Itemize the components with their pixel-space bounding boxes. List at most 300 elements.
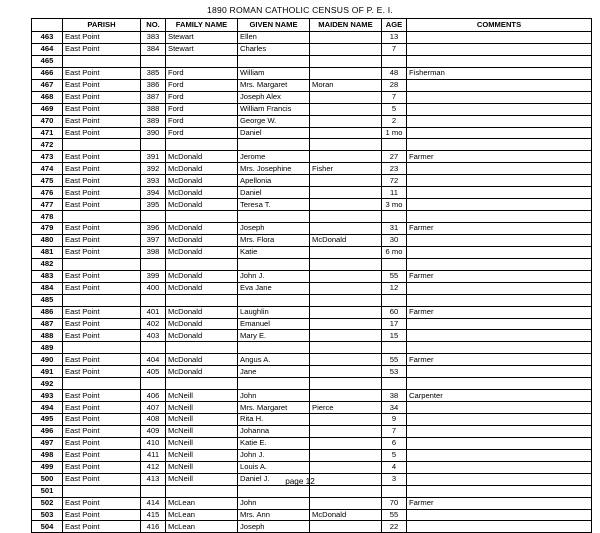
parish-cell: East Point	[63, 437, 141, 449]
maiden-name-cell	[310, 425, 382, 437]
parish-cell	[63, 294, 141, 306]
maiden-name-cell	[310, 366, 382, 378]
no-cell	[141, 258, 166, 270]
line-number-cell: 471	[32, 127, 63, 139]
table-row	[32, 223, 592, 235]
line-number-cell: 476	[32, 187, 63, 199]
comments-cell: Carpenter	[407, 390, 592, 402]
line-number-cell: 467	[32, 79, 63, 91]
line-number-cell: 502	[32, 497, 63, 509]
parish-cell: East Point	[63, 402, 141, 414]
comments-cell	[407, 115, 592, 127]
comments-cell	[407, 318, 592, 330]
line-number-cell: 470	[32, 115, 63, 127]
line-number-cell: 493	[32, 390, 63, 402]
maiden-name-cell	[310, 270, 382, 282]
parish-cell: East Point	[63, 67, 141, 79]
family-name-cell	[166, 139, 238, 151]
parish-cell: East Point	[63, 521, 141, 533]
family-name-cell: McDonald	[166, 175, 238, 187]
table-row	[32, 55, 592, 67]
comments-cell	[407, 485, 592, 497]
given-name-cell: Katie E.	[238, 437, 310, 449]
family-name-cell: McNeill	[166, 414, 238, 426]
given-name-cell: Ellen	[238, 32, 310, 44]
header-maiden-name: MAIDEN NAME	[310, 19, 382, 32]
no-cell: 401	[141, 306, 166, 318]
given-name-cell: Mrs. Ann	[238, 509, 310, 521]
comments-cell	[407, 187, 592, 199]
given-name-cell: William Francis	[238, 103, 310, 115]
age-cell: 5	[382, 449, 407, 461]
table-row	[32, 187, 592, 199]
given-name-cell: Joseph Alex	[238, 91, 310, 103]
given-name-cell	[238, 258, 310, 270]
table-row	[32, 91, 592, 103]
family-name-cell: McLean	[166, 521, 238, 533]
no-cell: 393	[141, 175, 166, 187]
given-name-cell	[238, 342, 310, 354]
age-cell: 5	[382, 103, 407, 115]
line-number-cell: 481	[32, 246, 63, 258]
given-name-cell: Daniel	[238, 127, 310, 139]
maiden-name-cell: Fisher	[310, 163, 382, 175]
maiden-name-cell: Pierce	[310, 402, 382, 414]
comments-cell	[407, 258, 592, 270]
comments-cell	[407, 234, 592, 246]
age-cell: 3	[382, 473, 407, 485]
line-number-cell: 497	[32, 437, 63, 449]
table-row	[32, 497, 592, 509]
given-name-cell: Emanuel	[238, 318, 310, 330]
comments-cell: Farmer	[407, 306, 592, 318]
parish-cell: East Point	[63, 425, 141, 437]
table-row	[32, 32, 592, 44]
family-name-cell: Ford	[166, 67, 238, 79]
maiden-name-cell	[310, 485, 382, 497]
given-name-cell: Rita H.	[238, 414, 310, 426]
parish-cell: East Point	[63, 151, 141, 163]
given-name-cell	[238, 55, 310, 67]
maiden-name-cell	[310, 139, 382, 151]
no-cell: 388	[141, 103, 166, 115]
age-cell: 55	[382, 509, 407, 521]
family-name-cell: McDonald	[166, 187, 238, 199]
age-cell: 55	[382, 270, 407, 282]
maiden-name-cell	[310, 127, 382, 139]
given-name-cell: Daniel	[238, 187, 310, 199]
age-cell	[382, 294, 407, 306]
comments-cell	[407, 366, 592, 378]
parish-cell: East Point	[63, 187, 141, 199]
comments-cell	[407, 163, 592, 175]
comments-cell	[407, 414, 592, 426]
parish-cell: East Point	[63, 473, 141, 485]
document-title: 1890 ROMAN CATHOLIC CENSUS OF P. E. I.	[207, 5, 393, 15]
no-cell	[141, 139, 166, 151]
parish-cell: East Point	[63, 330, 141, 342]
age-cell: 2	[382, 115, 407, 127]
parish-cell: East Point	[63, 449, 141, 461]
line-number-cell: 484	[32, 282, 63, 294]
given-name-cell: Jerome	[238, 151, 310, 163]
parish-cell: East Point	[63, 318, 141, 330]
line-number-cell: 468	[32, 91, 63, 103]
given-name-cell: Mrs. Flora	[238, 234, 310, 246]
family-name-cell: McNeill	[166, 390, 238, 402]
family-name-cell: McNeill	[166, 402, 238, 414]
no-cell: 384	[141, 43, 166, 55]
given-name-cell: John J.	[238, 449, 310, 461]
family-name-cell: McDonald	[166, 163, 238, 175]
no-cell: 409	[141, 425, 166, 437]
given-name-cell: Eva Jane	[238, 282, 310, 294]
comments-cell	[407, 461, 592, 473]
comments-cell	[407, 509, 592, 521]
family-name-cell: Ford	[166, 91, 238, 103]
given-name-cell: Mary E.	[238, 330, 310, 342]
line-number-cell: 473	[32, 151, 63, 163]
line-number-cell: 469	[32, 103, 63, 115]
family-name-cell: McNeill	[166, 449, 238, 461]
age-cell: 17	[382, 318, 407, 330]
table-row	[32, 414, 592, 426]
age-cell	[382, 55, 407, 67]
parish-cell: East Point	[63, 103, 141, 115]
line-number-cell: 496	[32, 425, 63, 437]
parish-cell: East Point	[63, 282, 141, 294]
maiden-name-cell: Moran	[310, 79, 382, 91]
given-name-cell: Laughlin	[238, 306, 310, 318]
maiden-name-cell	[310, 378, 382, 390]
given-name-cell: Louis A.	[238, 461, 310, 473]
no-cell: 397	[141, 234, 166, 246]
table-row	[32, 437, 592, 449]
family-name-cell: McDonald	[166, 246, 238, 258]
table-row	[32, 139, 592, 151]
age-cell: 7	[382, 425, 407, 437]
family-name-cell	[166, 211, 238, 223]
comments-cell	[407, 521, 592, 533]
maiden-name-cell	[310, 91, 382, 103]
parish-cell: East Point	[63, 390, 141, 402]
comments-cell	[407, 330, 592, 342]
family-name-cell: Ford	[166, 79, 238, 91]
comments-cell	[407, 199, 592, 211]
given-name-cell	[238, 211, 310, 223]
maiden-name-cell	[310, 461, 382, 473]
line-number-cell: 480	[32, 234, 63, 246]
comments-cell	[407, 103, 592, 115]
table-row	[32, 294, 592, 306]
comments-cell	[407, 79, 592, 91]
no-cell: 392	[141, 163, 166, 175]
line-number-cell: 490	[32, 354, 63, 366]
no-cell: 416	[141, 521, 166, 533]
age-cell: 23	[382, 163, 407, 175]
age-cell: 7	[382, 43, 407, 55]
parish-cell: East Point	[63, 306, 141, 318]
header-given-name: GIVEN NAME	[238, 19, 310, 32]
age-cell: 6	[382, 437, 407, 449]
family-name-cell: McDonald	[166, 330, 238, 342]
no-cell	[141, 294, 166, 306]
given-name-cell: John	[238, 497, 310, 509]
table-row	[32, 330, 592, 342]
age-cell: 55	[382, 354, 407, 366]
age-cell: 4	[382, 461, 407, 473]
header-family-name: FAMILY NAME	[166, 19, 238, 32]
age-cell: 48	[382, 67, 407, 79]
no-cell	[141, 342, 166, 354]
given-name-cell: John J.	[238, 270, 310, 282]
no-cell: 399	[141, 270, 166, 282]
parish-cell: East Point	[63, 32, 141, 44]
age-cell	[382, 485, 407, 497]
no-cell: 394	[141, 187, 166, 199]
line-number-cell: 464	[32, 43, 63, 55]
age-cell: 70	[382, 497, 407, 509]
parish-cell: East Point	[63, 163, 141, 175]
line-number-cell: 495	[32, 414, 63, 426]
family-name-cell: McLean	[166, 497, 238, 509]
parish-cell: East Point	[63, 509, 141, 521]
maiden-name-cell	[310, 211, 382, 223]
maiden-name-cell	[310, 258, 382, 270]
maiden-name-cell	[310, 151, 382, 163]
header-row	[32, 19, 592, 32]
comments-cell	[407, 449, 592, 461]
given-name-cell: Mrs. Margaret	[238, 79, 310, 91]
table-row	[32, 378, 592, 390]
line-number-cell: 474	[32, 163, 63, 175]
maiden-name-cell	[310, 497, 382, 509]
line-number-cell: 499	[32, 461, 63, 473]
maiden-name-cell	[310, 32, 382, 44]
line-number-cell: 500	[32, 473, 63, 485]
age-cell: 38	[382, 390, 407, 402]
no-cell: 391	[141, 151, 166, 163]
table-row	[32, 79, 592, 91]
given-name-cell: Mrs. Margaret	[238, 402, 310, 414]
maiden-name-cell	[310, 390, 382, 402]
no-cell: 402	[141, 318, 166, 330]
parish-cell: East Point	[63, 199, 141, 211]
maiden-name-cell	[310, 223, 382, 235]
family-name-cell: Stewart	[166, 43, 238, 55]
no-cell: 406	[141, 390, 166, 402]
maiden-name-cell	[310, 330, 382, 342]
table-row	[32, 390, 592, 402]
age-cell: 15	[382, 330, 407, 342]
no-cell: 383	[141, 32, 166, 44]
age-cell	[382, 139, 407, 151]
no-cell: 410	[141, 437, 166, 449]
age-cell	[382, 258, 407, 270]
parish-cell: East Point	[63, 246, 141, 258]
comments-cell	[407, 43, 592, 55]
given-name-cell: John	[238, 390, 310, 402]
parish-cell	[63, 211, 141, 223]
age-cell: 60	[382, 306, 407, 318]
table-row	[32, 282, 592, 294]
table-row	[32, 103, 592, 115]
no-cell: 396	[141, 223, 166, 235]
parish-cell: East Point	[63, 461, 141, 473]
family-name-cell	[166, 55, 238, 67]
table-row	[32, 258, 592, 270]
no-cell	[141, 378, 166, 390]
table-row	[32, 67, 592, 79]
given-name-cell: Joseph	[238, 521, 310, 533]
age-cell: 72	[382, 175, 407, 187]
parish-cell: East Point	[63, 270, 141, 282]
family-name-cell: Ford	[166, 127, 238, 139]
header-line-number	[32, 19, 63, 32]
age-cell: 53	[382, 366, 407, 378]
comments-cell	[407, 127, 592, 139]
family-name-cell: McDonald	[166, 366, 238, 378]
maiden-name-cell	[310, 318, 382, 330]
maiden-name-cell	[310, 43, 382, 55]
line-number-cell: 503	[32, 509, 63, 521]
comments-cell	[407, 32, 592, 44]
maiden-name-cell	[310, 342, 382, 354]
parish-cell: East Point	[63, 497, 141, 509]
line-number-cell: 478	[32, 211, 63, 223]
no-cell: 413	[141, 473, 166, 485]
parish-cell	[63, 342, 141, 354]
line-number-cell: 482	[32, 258, 63, 270]
given-name-cell: William	[238, 67, 310, 79]
family-name-cell: McDonald	[166, 223, 238, 235]
given-name-cell: Jane	[238, 366, 310, 378]
parish-cell: East Point	[63, 43, 141, 55]
no-cell: 405	[141, 366, 166, 378]
no-cell	[141, 211, 166, 223]
comments-cell	[407, 211, 592, 223]
age-cell: 22	[382, 521, 407, 533]
given-name-cell: Angus A.	[238, 354, 310, 366]
no-cell: 387	[141, 91, 166, 103]
table-row	[32, 115, 592, 127]
comments-cell	[407, 378, 592, 390]
table-row	[32, 211, 592, 223]
line-number-cell: 494	[32, 402, 63, 414]
family-name-cell	[166, 342, 238, 354]
family-name-cell	[166, 294, 238, 306]
comments-cell	[407, 294, 592, 306]
parish-cell: East Point	[63, 234, 141, 246]
line-number-cell: 479	[32, 223, 63, 235]
comments-cell	[407, 139, 592, 151]
maiden-name-cell: McDonald	[310, 234, 382, 246]
comments-cell	[407, 91, 592, 103]
family-name-cell: Ford	[166, 103, 238, 115]
family-name-cell	[166, 258, 238, 270]
no-cell: 389	[141, 115, 166, 127]
table-row	[32, 342, 592, 354]
comments-cell: Farmer	[407, 497, 592, 509]
given-name-cell: Johanna	[238, 425, 310, 437]
given-name-cell: Charles	[238, 43, 310, 55]
parish-cell: East Point	[63, 414, 141, 426]
comments-cell: Farmer	[407, 270, 592, 282]
page-number: page 12	[285, 477, 315, 486]
given-name-cell: Daniel J.	[238, 473, 310, 485]
table-row	[32, 234, 592, 246]
census-table	[31, 18, 592, 533]
family-name-cell: Ford	[166, 115, 238, 127]
line-number-cell: 498	[32, 449, 63, 461]
family-name-cell: McNeill	[166, 425, 238, 437]
parish-cell: East Point	[63, 91, 141, 103]
maiden-name-cell	[310, 103, 382, 115]
table-row	[32, 246, 592, 258]
maiden-name-cell	[310, 67, 382, 79]
given-name-cell	[238, 139, 310, 151]
table-row	[32, 163, 592, 175]
table-row	[32, 199, 592, 211]
table-row	[32, 151, 592, 163]
table-row	[32, 43, 592, 55]
age-cell: 13	[382, 32, 407, 44]
no-cell: 411	[141, 449, 166, 461]
comments-cell: Farmer	[407, 354, 592, 366]
maiden-name-cell	[310, 354, 382, 366]
table-row	[32, 449, 592, 461]
parish-cell: East Point	[63, 354, 141, 366]
line-number-cell: 491	[32, 366, 63, 378]
table-row	[32, 366, 592, 378]
family-name-cell: McLean	[166, 509, 238, 521]
family-name-cell: McDonald	[166, 318, 238, 330]
age-cell: 28	[382, 79, 407, 91]
table-row	[32, 509, 592, 521]
family-name-cell	[166, 485, 238, 497]
header-comments: COMMENTS	[407, 19, 592, 32]
no-cell: 404	[141, 354, 166, 366]
parish-cell	[63, 258, 141, 270]
comments-cell	[407, 402, 592, 414]
family-name-cell: McDonald	[166, 199, 238, 211]
line-number-cell: 485	[32, 294, 63, 306]
maiden-name-cell	[310, 294, 382, 306]
given-name-cell	[238, 294, 310, 306]
line-number-cell: 488	[32, 330, 63, 342]
line-number-cell: 472	[32, 139, 63, 151]
no-cell: 385	[141, 67, 166, 79]
comments-cell	[407, 175, 592, 187]
given-name-cell: Apellonia	[238, 175, 310, 187]
table-row	[32, 127, 592, 139]
age-cell: 6 mo	[382, 246, 407, 258]
line-number-cell: 483	[32, 270, 63, 282]
header-parish: PARISH	[63, 19, 141, 32]
line-number-cell: 486	[32, 306, 63, 318]
header-no: NO.	[141, 19, 166, 32]
family-name-cell: McDonald	[166, 270, 238, 282]
parish-cell	[63, 485, 141, 497]
comments-cell: Fisherman	[407, 67, 592, 79]
table-row	[32, 461, 592, 473]
age-cell: 11	[382, 187, 407, 199]
family-name-cell: Stewart	[166, 32, 238, 44]
table-row	[32, 521, 592, 533]
maiden-name-cell	[310, 199, 382, 211]
age-cell: 30	[382, 234, 407, 246]
family-name-cell: McDonald	[166, 354, 238, 366]
